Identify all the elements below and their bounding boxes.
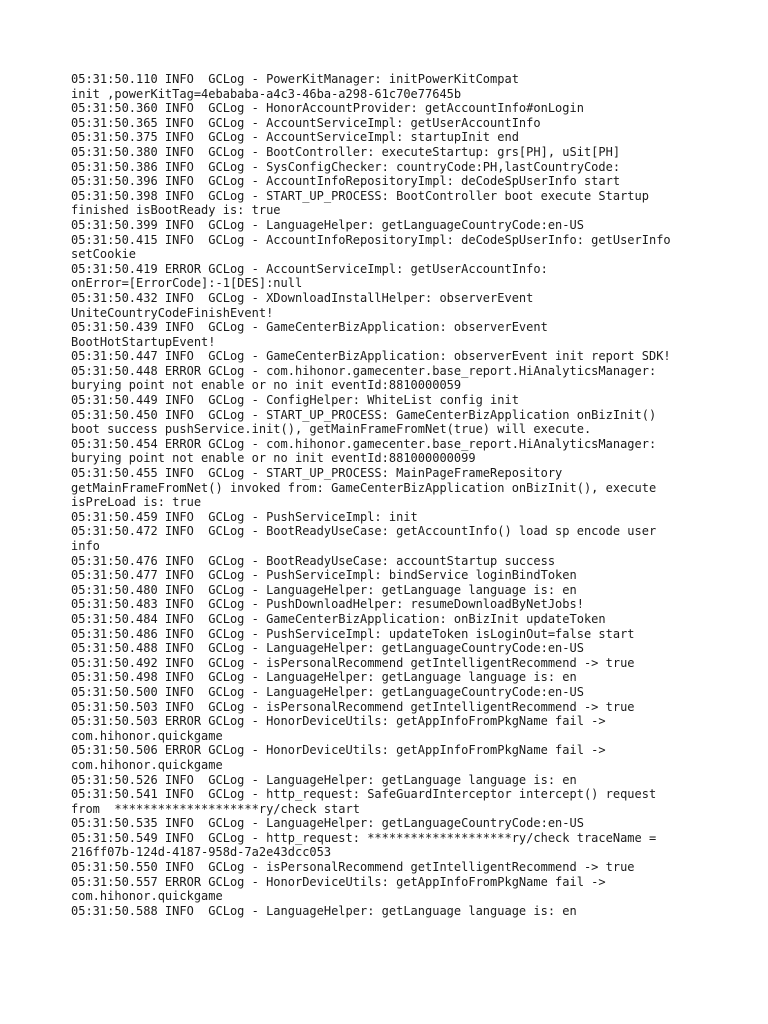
log-line: 05:31:50.386 INFO GCLog - SysConfigChecker: countryCode:PH,lastCountryCode: [71,159,621,174]
log-line: 05:31:50.477 INFO GCLog - PushServiceImpl: bindService loginBindToken [71,568,577,583]
log-line: 05:31:50.480 INFO GCLog - LanguageHelper: getLanguage language is: en [71,582,577,597]
log-line: setCookie [71,247,137,262]
log-line: 05:31:50.360 INFO GCLog - HonorAccountProvider: getAccountInfo#onLogin [71,101,584,116]
log-line: 05:31:50.450 INFO GCLog - START_UP_PROCESS: GameCenterBizApplication onBizInit() [71,407,657,422]
log-line: 05:31:50.432 INFO GCLog - XDownloadInstallHelper: observerEvent [71,290,534,305]
log-line: onError=[ErrorCode]:-1[DES]:null [71,276,303,291]
log-line: 05:31:50.486 INFO GCLog - PushServiceImpl: updateToken isLoginOut=false start [71,626,635,641]
log-line: 05:31:50.476 INFO GCLog - BootReadyUseCase: accountStartup success [71,553,556,568]
log-line: 05:31:50.375 INFO GCLog - AccountServiceImpl: startupInit end [71,130,519,145]
log-line: 05:31:50.498 INFO GCLog - LanguageHelper: getLanguage language is: en [71,670,577,685]
log-line: 05:31:50.492 INFO GCLog - isPersonalRecommend getIntelligentRecommend -> true [71,655,635,670]
log-line: 05:31:50.526 INFO GCLog - LanguageHelper: getLanguage language is: en [71,772,577,787]
log-line: BootHotStartupEvent! [71,334,216,349]
log-line: 05:31:50.472 INFO GCLog - BootReadyUseCase: getAccountInfo() load sp encode user [71,524,657,539]
log-line: 05:31:50.399 INFO GCLog - LanguageHelper: getLanguageCountryCode:en-US [71,217,584,232]
log-line: 05:31:50.459 INFO GCLog - PushServiceImpl: init [71,509,418,524]
log-line: 05:31:50.506 ERROR GCLog - HonorDeviceUtils: getAppInfoFromPkgName fail -> [71,743,606,758]
log-line: 05:31:50.535 INFO GCLog - LanguageHelper: getLanguageCountryCode:en-US [71,816,584,831]
log-line: 05:31:50.454 ERROR GCLog - com.hihonor.gamecenter.base_report.HiAnalyticsManager: [71,436,657,451]
log-line: com.hihonor.quickgame [71,757,223,772]
log-line: init ,powerKitTag=4ebababa-a4c3-46ba-a298-61c70e77645b [71,86,462,101]
log-line: 05:31:50.398 INFO GCLog - START_UP_PROCESS: BootController boot execute Startup [71,188,649,203]
log-line: 05:31:50.503 INFO GCLog - isPersonalRecommend getIntelligentRecommend -> true [71,699,635,714]
log-line: burying point not enable or no init eventId:8810000059 [71,378,462,393]
log-line: 05:31:50.419 ERROR GCLog - AccountServiceImpl: getUserAccountInfo: [71,261,548,276]
log-line: 05:31:50.488 INFO GCLog - LanguageHelper: getLanguageCountryCode:en-US [71,641,584,656]
log-line: com.hihonor.quickgame [71,889,223,904]
log-line: UniteCountryCodeFinishEvent! [71,305,274,320]
log-line: 05:31:50.380 INFO GCLog - BootController: executeStartup: grs[PH], uSit[PH] [71,144,621,159]
log-line: 05:31:50.588 INFO GCLog - LanguageHelper: getLanguage language is: en [71,903,577,918]
log-line: 05:31:50.449 INFO GCLog - ConfigHelper: WhiteList config init [71,393,519,408]
log-line: boot success pushService.init(), getMainFrameFromNet(true) will execute. [71,422,592,437]
log-line: getMainFrameFromNet() invoked from: GameCenterBizApplication onBizInit(), execute [71,480,657,495]
log-line: 05:31:50.550 INFO GCLog - isPersonalRecommend getIntelligentRecommend -> true [71,860,635,875]
log-line: 05:31:50.549 INFO GCLog - http_request: ********************ry/check traceName = [71,830,657,845]
log-line: 05:31:50.396 INFO GCLog - AccountInfoRepositoryImpl: deCodeSpUserInfo start [71,174,621,189]
log-line: 05:31:50.557 ERROR GCLog - HonorDeviceUtils: getAppInfoFromPkgName fail -> [71,874,606,889]
log-line: 05:31:50.365 INFO GCLog - AccountServiceImpl: getUserAccountInfo [71,115,541,130]
log-line: 05:31:50.500 INFO GCLog - LanguageHelper: getLanguageCountryCode:en-US [71,684,584,699]
log-document [71,72,721,918]
log-line: 05:31:50.503 ERROR GCLog - HonorDeviceUtils: getAppInfoFromPkgName fail -> [71,714,606,729]
log-line: 05:31:50.448 ERROR GCLog - com.hihonor.gamecenter.base_report.HiAnalyticsManager: [71,363,657,378]
log-line: 05:31:50.484 INFO GCLog - GameCenterBizApplication: onBizInit updateToken [71,611,606,626]
log-line: 05:31:50.541 INFO GCLog - http_request: SafeGuardInterceptor intercept() request [71,787,657,802]
log-line: finished isBootReady is: true [71,203,281,218]
log-line: burying point not enable or no init eventId:881000000099 [71,451,476,466]
log-line: 05:31:50.110 INFO GCLog - PowerKitManager: initPowerKitCompat [71,72,519,86]
log-line: com.hihonor.quickgame [71,728,223,743]
log-line: 05:31:50.439 INFO GCLog - GameCenterBizApplication: observerEvent [71,320,548,335]
log-line: 05:31:50.455 INFO GCLog - START_UP_PROCESS: MainPageFrameRepository [71,466,563,481]
log-line: 216ff07b-124d-4187-958d-7a2e43dcc053 [71,845,332,860]
log-line: info [71,539,100,553]
log-line: 05:31:50.415 INFO GCLog - AccountInfoRepositoryImpl: deCodeSpUserInfo: getUserInfo [71,232,671,247]
log-line: 05:31:50.447 INFO GCLog - GameCenterBizApplication: observerEvent init report SDK! [71,349,671,364]
log-line: 05:31:50.483 INFO GCLog - PushDownloadHelper: resumeDownloadByNetJobs! [71,597,584,612]
log-line: from ********************ry/check start [71,801,360,816]
log-line: isPreLoad is: true [71,495,202,510]
